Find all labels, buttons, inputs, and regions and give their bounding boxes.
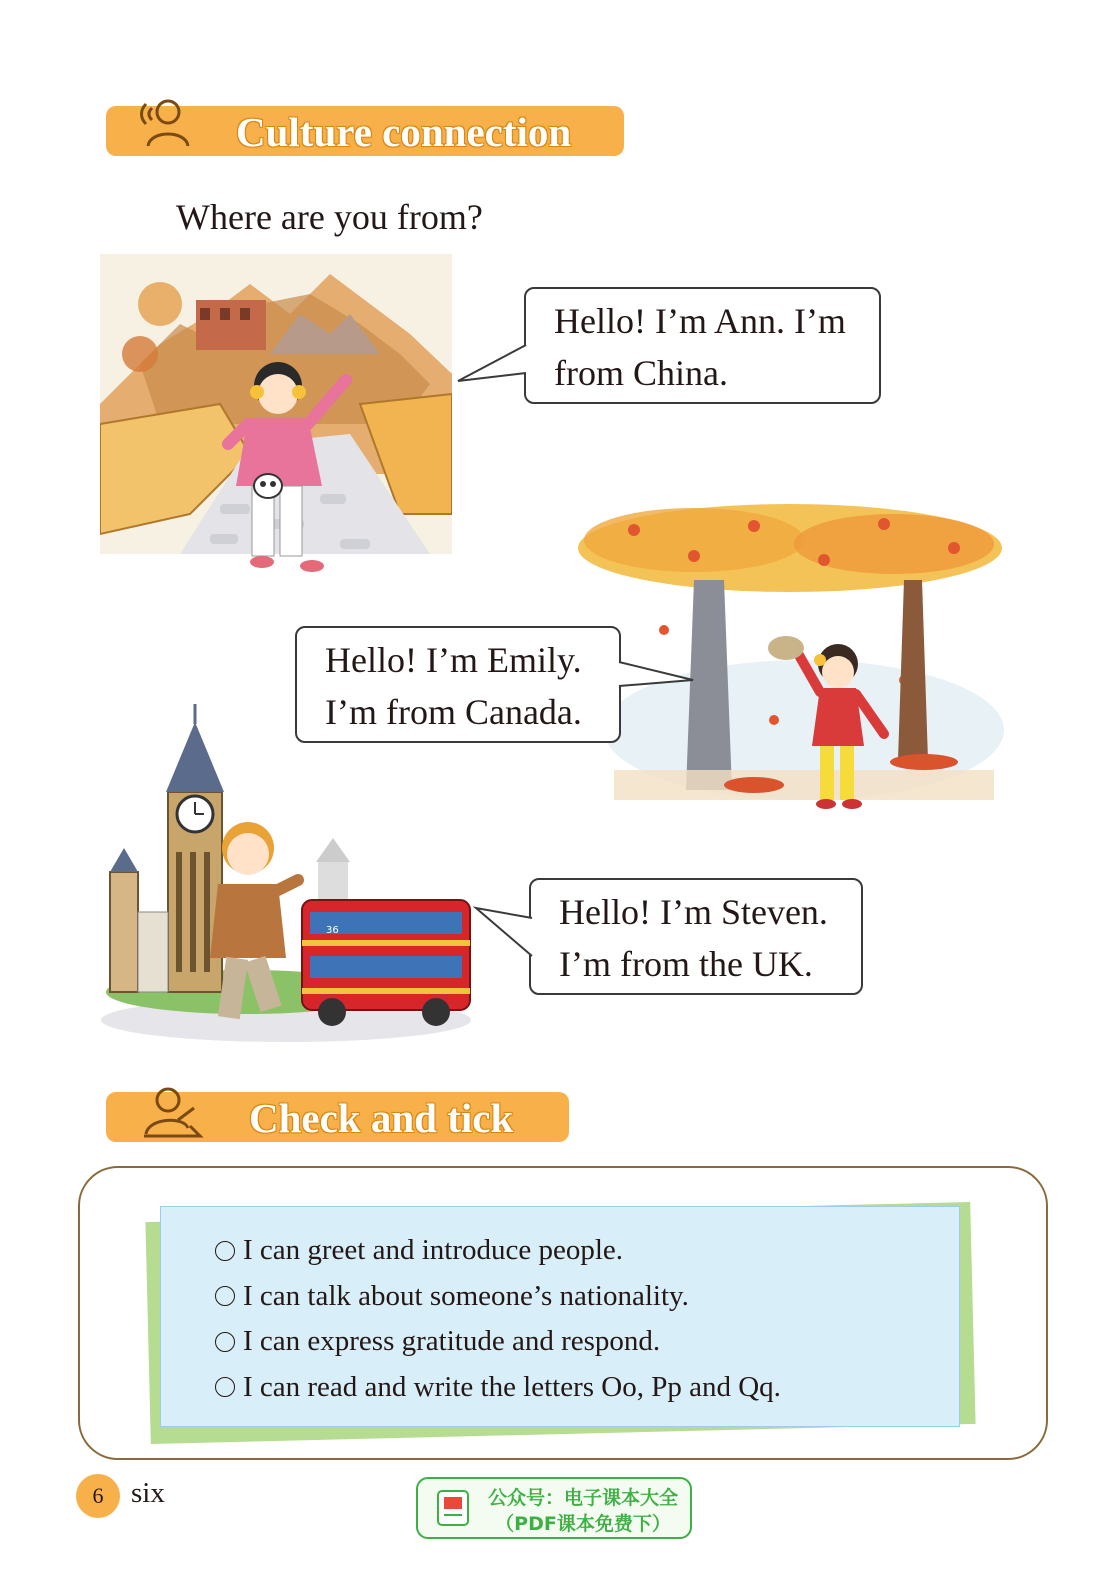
- checklist-item-text: I can express gratitude and respond.: [243, 1325, 661, 1358]
- watermark-line-1: 公众号：电子课本大全: [487, 1487, 678, 1509]
- page-number-word: six: [131, 1477, 165, 1509]
- writing-person-icon: [134, 1084, 206, 1144]
- emily-line-2: I’m from Canada.: [325, 692, 582, 732]
- checklist-item-text: I can greet and introduce people.: [243, 1234, 624, 1267]
- emily-line-1: Hello! I’m Emily.: [325, 640, 582, 680]
- checklist-item: [215, 1228, 781, 1274]
- bubble-tail-ann: [456, 345, 528, 385]
- question-text: Where are you from?: [176, 197, 483, 237]
- checklist-item: [215, 1319, 781, 1365]
- watermark-line-2: （PDF课本免费下）: [495, 1513, 671, 1535]
- tick-circle-checkbox[interactable]: [215, 1377, 235, 1397]
- tick-circle-checkbox[interactable]: [215, 1286, 235, 1306]
- speech-bubble-steven: [529, 878, 863, 995]
- steven-line-2: I’m from the UK.: [559, 944, 813, 984]
- bubble-tail-emily: [617, 656, 697, 696]
- checklist-item: [215, 1365, 781, 1411]
- book-icon: [436, 1489, 472, 1529]
- watermark-badge: [416, 1477, 692, 1539]
- great-wall-illustration: [100, 254, 452, 584]
- checklist-item-text: I can read and write the letters Oo, Pp and Qq.: [243, 1370, 781, 1403]
- check-title: Check and tick: [249, 1095, 514, 1141]
- checklist-item: [215, 1274, 781, 1320]
- culture-title: Culture connection: [236, 109, 572, 155]
- bus-number: 36: [326, 925, 339, 936]
- checklist: [215, 1228, 781, 1410]
- london-illustration: [96, 702, 476, 1042]
- tick-circle-checkbox[interactable]: [215, 1332, 235, 1352]
- checklist-item-text: I can talk about someone’s nationality.: [243, 1279, 689, 1312]
- steven-line-1: Hello! I’m Steven.: [559, 892, 828, 932]
- page-number: 6: [76, 1474, 120, 1518]
- bubble-tail-steven: [474, 906, 534, 962]
- speech-bubble-ann: [524, 287, 881, 404]
- ann-line-2: from China.: [554, 353, 728, 393]
- tick-circle-checkbox[interactable]: [215, 1241, 235, 1261]
- ann-line-1: Hello! I’m Ann. I’m: [554, 301, 846, 341]
- speaking-person-icon: [132, 94, 196, 150]
